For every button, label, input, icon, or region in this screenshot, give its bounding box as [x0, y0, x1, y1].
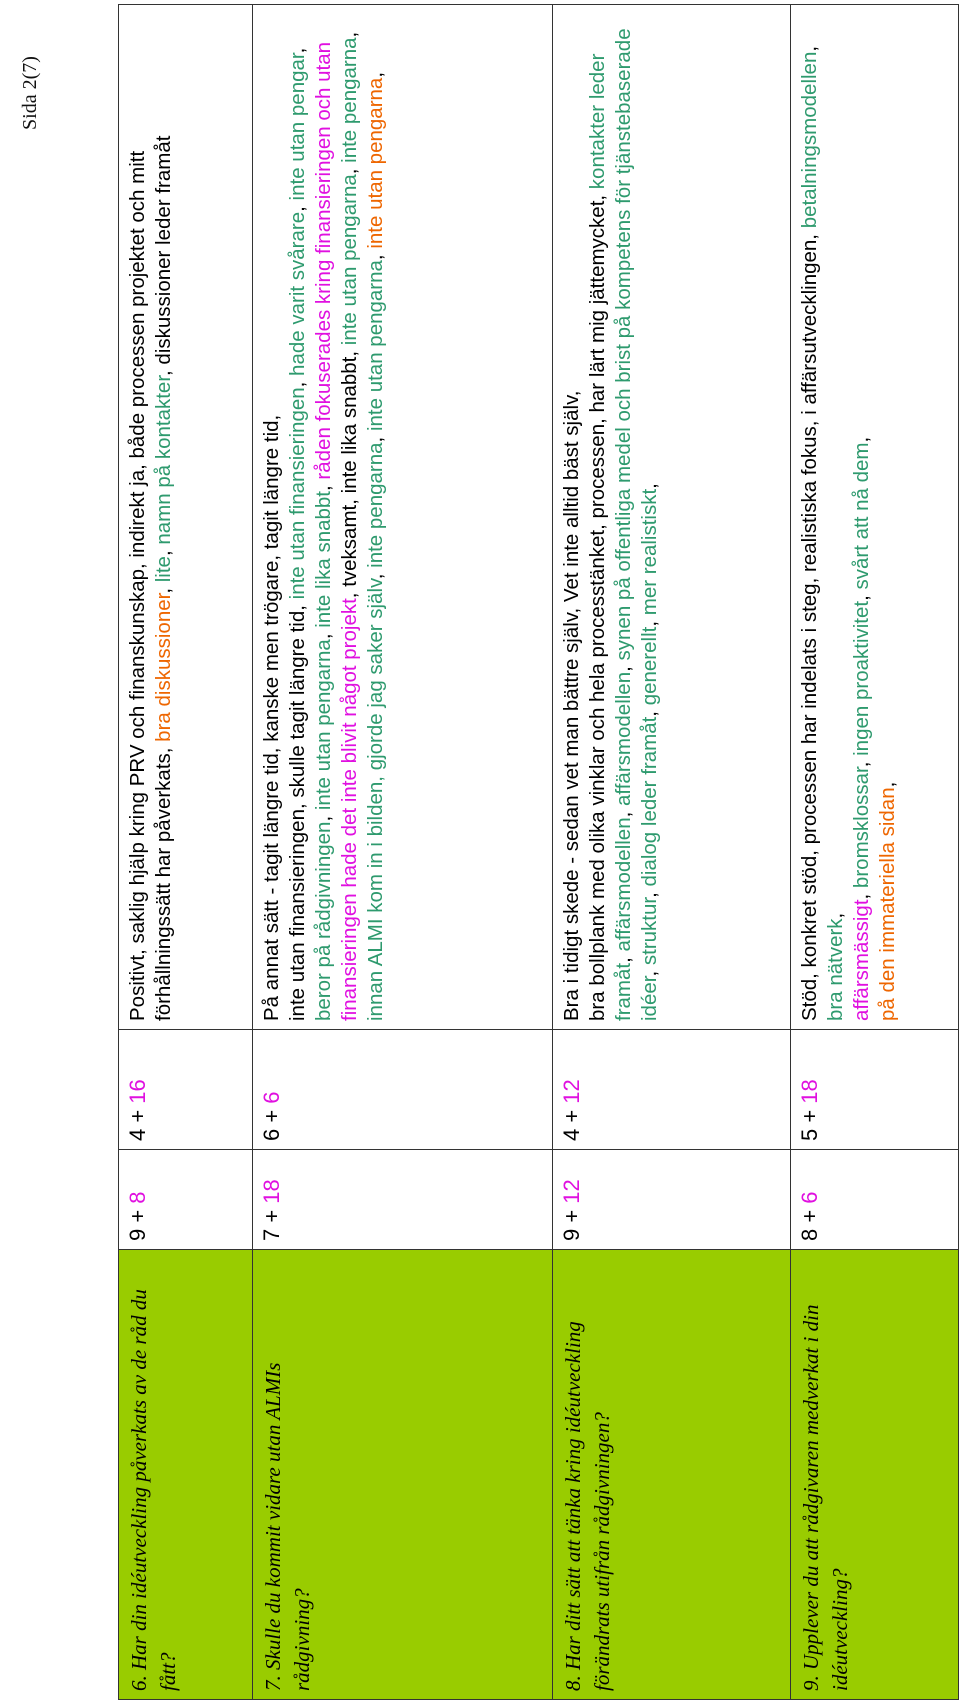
text-run-magenta: 6 — [259, 1091, 284, 1104]
text-run-teal: ingen proaktivitet — [850, 600, 873, 756]
text-run-teal: inte utan pengarna — [338, 174, 361, 346]
question-cell: 6. Har din idéutveckling påverkats av de råd du fått? — [119, 1250, 253, 1700]
text-run-black: 9 + — [559, 1203, 584, 1241]
score-cell-1 — [553, 1150, 791, 1250]
text-run-teal: bromsklossar — [850, 767, 873, 889]
text-run-black: , — [638, 886, 661, 898]
score-cell-2 — [253, 1030, 553, 1150]
text-run-black: 5 + — [797, 1103, 822, 1141]
text-run-black: , — [338, 31, 361, 38]
text-run-black: , — [312, 810, 335, 822]
text-run-black: , — [152, 582, 175, 594]
text-run-teal: generellt — [638, 626, 661, 706]
text-run-teal: inte utan pengar — [286, 53, 309, 201]
text-run-teal: inte pengarna — [364, 442, 387, 568]
text-run-teal: inte pengarna — [338, 37, 361, 163]
text-run-teal: hade varit svårare — [286, 211, 309, 376]
text-run-black: , — [286, 200, 309, 212]
rotated-table-page — [118, 5, 958, 1700]
answer-cell — [553, 5, 791, 1030]
text-run-teal: dialog leder framåt — [638, 716, 661, 887]
text-run-black: 6 + — [259, 1103, 284, 1141]
answer-paragraph — [259, 13, 285, 1021]
text-run-black: , — [798, 45, 821, 52]
text-run-orange: bra diskussioner — [152, 593, 175, 742]
answer-paragraph — [559, 13, 585, 1021]
text-run-teal: beror på rådgivningen — [312, 821, 335, 1021]
text-run-teal: bra nätverk — [824, 918, 847, 1021]
text-run-black: 4 + — [125, 1103, 150, 1141]
text-run-black: , — [364, 248, 387, 261]
text-run-black: , — [152, 544, 175, 557]
text-run-black: , diskussioner leder framåt — [152, 135, 175, 376]
text-run-black: 7 + — [259, 1203, 284, 1241]
answer-paragraph — [585, 13, 663, 1021]
text-run-black: Positivt, saklig hjälp kring PRV och finanskunskap, indirekt ja, både processen projektet och mitt förhållningssätt har påverkats, — [126, 150, 175, 1021]
text-run-black: , — [364, 567, 387, 580]
text-run-magenta: 12 — [559, 1079, 584, 1104]
text-run-magenta: affärsmässigt — [850, 899, 873, 1021]
text-run-magenta: 18 — [259, 1179, 284, 1204]
score-cell-2 — [553, 1030, 791, 1150]
text-run-black: , — [312, 627, 335, 640]
text-run-black: På annat sätt - tagit längre tid, kanske men trögare, tagit längre tid, — [260, 414, 283, 1021]
text-run-black: , — [286, 47, 309, 54]
text-run-teal: innan ALMI kom in i bilden, gjorde jag saker själv — [364, 579, 387, 1021]
text-run-black: 9 + — [125, 1203, 150, 1241]
score-cell-1 — [119, 1150, 253, 1250]
text-run-magenta: 18 — [797, 1079, 822, 1104]
text-run-teal: inte utan pengarna — [364, 260, 387, 432]
text-run-black: , — [286, 375, 309, 388]
text-run-black: Bra i tidigt skede - sedan vet man bättre själv, Vet inte alltid bäst själv, — [560, 390, 583, 1021]
text-run-teal: struktur — [638, 897, 661, 966]
text-run-black: , — [638, 615, 661, 627]
table-row — [119, 5, 253, 1700]
text-run-black: , — [638, 965, 661, 977]
text-run-black: , — [850, 589, 873, 601]
text-run-black: bra bollplank med olika vinklar och hela processtänket, processen, har lärt mig jättemycket, — [586, 189, 609, 1021]
answer-paragraph — [125, 13, 177, 1021]
text-run-black: , — [850, 755, 873, 768]
text-run-teal: affärsmodellen — [612, 817, 635, 952]
text-run-black: , tveksamt, inte lika snabbt, — [338, 345, 361, 599]
text-run-teal: inte utan finansieringen — [286, 387, 309, 600]
text-run-black: , — [638, 483, 661, 489]
text-run-black: , — [850, 888, 873, 900]
question-cell: 7. Skulle du kommit vidare utan ALMIs rådgivning? — [253, 1250, 553, 1700]
text-run-teal: svårt att nå dem — [850, 442, 873, 590]
table-row — [253, 5, 553, 1700]
table-body — [119, 5, 959, 1700]
text-run-magenta: 8 — [125, 1191, 150, 1204]
score-cell-2 — [791, 1030, 959, 1150]
text-run-black: , — [612, 660, 635, 672]
question-cell: 8. Har ditt sätt att tänka kring idéutveckling förändrats utifrån rådgivningen? — [553, 1250, 791, 1700]
table-row — [791, 5, 959, 1700]
text-run-magenta: 16 — [125, 1079, 150, 1104]
text-run-teal: lite — [152, 556, 175, 583]
text-run-black: 4 + — [559, 1103, 584, 1141]
text-run-magenta: 6 — [797, 1191, 822, 1204]
text-run-teal: synen på offentliga medel och brist på kompetens för tjänstebaserade idéer — [612, 28, 661, 1021]
text-run-black: , — [612, 951, 635, 963]
text-run-black: , — [876, 781, 899, 788]
answer-cell — [119, 5, 253, 1030]
text-run-black: 8 + — [797, 1203, 822, 1241]
answer-cell — [253, 5, 553, 1030]
text-run-teal: affärsmodellen — [612, 671, 635, 806]
answer-paragraph — [849, 13, 875, 1021]
text-run-black: , — [338, 162, 361, 175]
text-run-teal: namn på kontakter — [152, 375, 175, 545]
answer-paragraph — [285, 13, 389, 1021]
text-run-teal: inte utan pengarna — [312, 639, 335, 811]
text-run-black: , — [364, 431, 387, 443]
text-run-orange: inte utan pengarna — [364, 77, 387, 249]
score-cell-2 — [119, 1030, 253, 1150]
text-run-black: inte utan finansieringen, skulle tagit längre tid, — [286, 599, 309, 1021]
page-number: Sida 2(7) — [19, 56, 41, 130]
survey-table — [118, 4, 959, 1700]
answer-paragraph — [875, 13, 901, 1021]
score-cell-1 — [253, 1150, 553, 1250]
text-run-orange: på den immateriella sidan — [876, 787, 899, 1021]
text-run-teal: kontakter leder framåt — [586, 53, 635, 1021]
text-run-black: , — [612, 805, 635, 818]
text-run-teal: mer realistiskt — [638, 488, 661, 616]
text-run-black: , — [638, 705, 661, 717]
text-run-magenta: 12 — [559, 1179, 584, 1204]
text-run-black: , — [364, 71, 387, 78]
text-run-black: , — [850, 436, 873, 443]
answer-cell — [791, 5, 959, 1030]
score-cell-1 — [791, 1150, 959, 1250]
table-row — [553, 5, 791, 1700]
text-run-black: , — [312, 479, 335, 491]
text-run-magenta: råden fokuserades kring finansieringen och utan finansieringen hade det inte blivit något projekt — [312, 41, 361, 1021]
text-run-teal: betalningsmodellen — [798, 51, 821, 229]
question-cell: 9. Upplever du att rådgivaren medverkat i din idéutveckling? — [791, 1250, 959, 1700]
text-run-teal: inte lika snabbt — [312, 490, 335, 628]
answer-paragraph — [797, 13, 849, 1021]
text-run-black: Stöd, konkret stöd, processen har indelats i steg, realistiska fokus, i affärsutvecklingen, — [798, 228, 821, 1021]
text-run-black: , — [824, 912, 847, 919]
